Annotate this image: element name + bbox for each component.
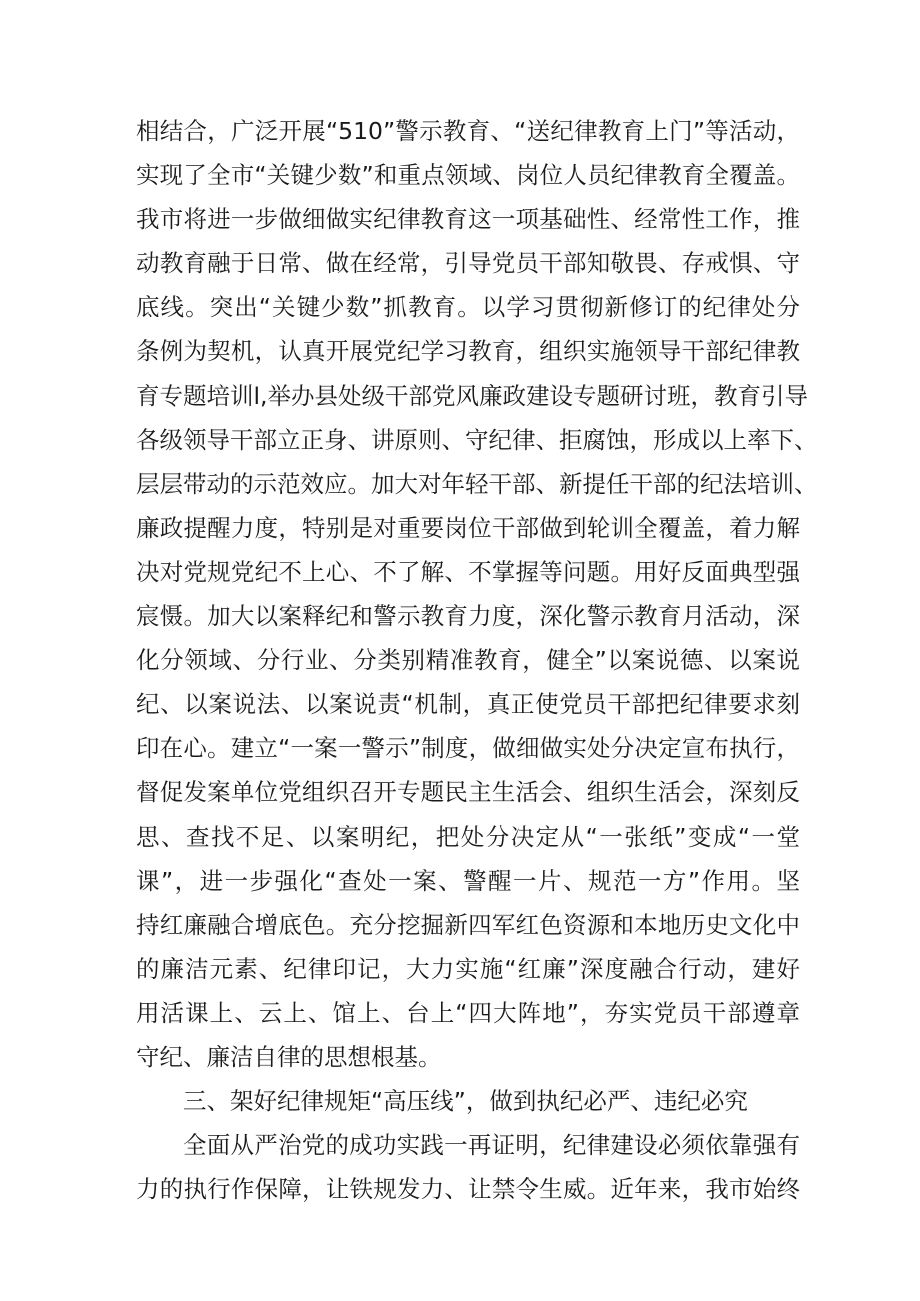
paragraph-line: 持红廉融合增底色。充分挖掘新四军红色资源和本地历史文化中 (136, 910, 800, 939)
paragraph-line: 守纪、廉洁自律的思想根基。 (136, 1042, 442, 1071)
paragraph-line: 各级领导干部立正身、讲原则、守纪律、拒腐蚀，形成以上率下、 (136, 425, 818, 454)
paragraph-line: 化分领域、分行业、分类别精准教育，健全”以案说德、以案说 (136, 646, 800, 675)
paragraph-line: 督促发案单位党组织召开专题民主生活会、组织生活会，深刻反 (136, 778, 800, 807)
paragraph-line: 育专题培训l,举办县处级干部党风廉政建设专题研讨班，教育引导 (136, 381, 808, 410)
paragraph-line: 纪、以案说法、以案说责“机制，真正使党员干部把纪律要求刻 (136, 690, 800, 719)
paragraph-line: 决对党规党纪不上心、不了解、不掌握等问题。用好反面典型强 (136, 557, 800, 586)
paragraph-line: 底线。突出“关键少数”抓教育。以学习贯彻新修订的纪律处分 (136, 293, 800, 322)
paragraph-line: 宸慑。加大以案释纪和警示教育力度，深化警示教育月活动，深 (136, 602, 800, 631)
document-body (136, 109, 818, 1211)
paragraph-line: 思、查找不足、以案明纪，把处分决定从“一张纸”变成“一堂 (136, 822, 800, 851)
paragraph-line: 条例为契机，认真开展党纪学习教育，组织实施领导干部纪律教 (136, 337, 800, 366)
paragraph-line: 印在心。建立“一案一警示”制度，做细做实处分决定宣布执行， (136, 734, 800, 763)
paragraph-line: 力的执行作保障，让铁规发力、让禁令生威。近年来，我市始终 (136, 1175, 800, 1204)
paragraph-line: 相结合，广泛开展“510”警示教育、“送纪律教育上门”等活动， (136, 117, 800, 145)
paragraph-line: 全面从严治党的成功实践一再证明，纪律建设必须依靠强有 (183, 1131, 800, 1160)
paragraph-line: 课”，进一步强化“查处一案、警醒一片、规范一方”作用。坚 (136, 866, 800, 895)
section-heading: 三、架好纪律规矩“高压线”，做到执纪必严、违纪必究 (183, 1087, 748, 1116)
paragraph-line: 的廉洁元素、纪律印记，大力实施“红廉”深度融合行动，建好 (136, 954, 800, 983)
paragraph-line: 实现了全市“关键少数”和重点领域、岗位人员纪律教育全覆盖。 (136, 161, 800, 190)
paragraph-line: 动教育融于日常、做在经常，引导党员干部知敬畏、存戒惧、守 (136, 249, 800, 278)
paragraph-line: 用活课上、云上、馆上、台上“四大阵地”，夯实党员干部遵章 (136, 998, 800, 1027)
paragraph-line: 我市将进一步做细做实纪律教育这一项基础性、经常性工作，推 (136, 205, 800, 234)
paragraph-line: 廉政提醒力度，特别是对重要岗位干部做到轮训全覆盖，着力解 (136, 513, 800, 542)
paragraph-line: 层层带动的示范效应。加大对年轻干部、新提任干部的纪法培训、 (136, 469, 818, 498)
